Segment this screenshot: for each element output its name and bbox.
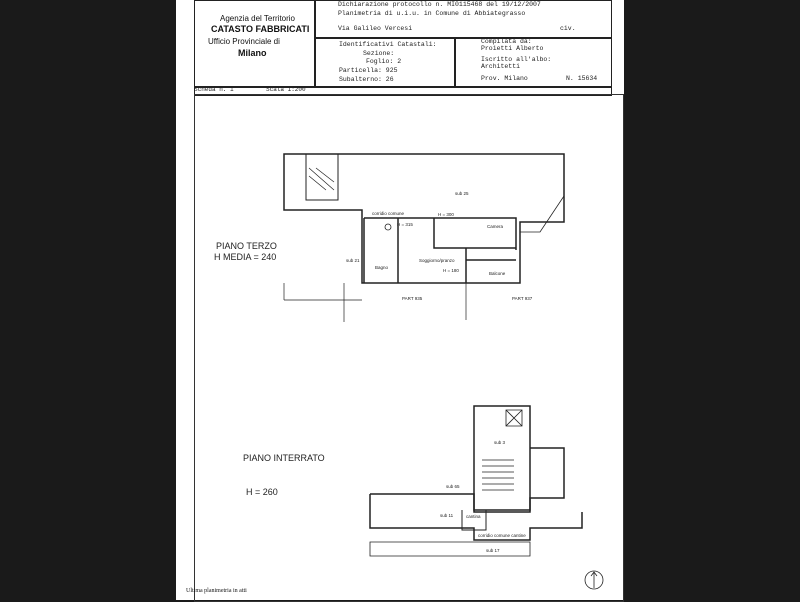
piano-interrato-height: H = 260	[246, 487, 278, 497]
label-cantina: cantina	[466, 514, 481, 519]
interrato-lift	[506, 410, 522, 426]
agency-line-1: Agenzia del Territorio	[220, 14, 296, 23]
footer-note: Ultima planimetria in atti	[186, 588, 247, 594]
label-sub21: sub 21	[346, 258, 360, 263]
protocol-text: Dichiarazione protocollo n. MI0115468 del 19/12/2007	[338, 1, 541, 8]
label-sub3: sub 3	[494, 440, 506, 445]
interrato-stairs	[482, 460, 514, 490]
sezione-text: Sezione:	[363, 50, 395, 57]
piano-terzo-title: PIANO TERZO	[216, 241, 277, 251]
planimetria-text: Planimetria di u.i.u. in Comune di Abbiategrasso	[338, 10, 526, 17]
subalterno-text: Subalterno: 26	[339, 76, 394, 83]
label-camera: Camera	[487, 224, 504, 229]
label-balcone: Balcone	[489, 271, 506, 276]
piano-terzo-height: H MEDIA = 240	[214, 252, 277, 262]
label-h300: H = 300	[438, 212, 454, 217]
label-sub11: sub 11	[440, 513, 454, 518]
agency-line-2: CATASTO FABBRICATI	[211, 24, 310, 34]
foglio-text: Foglio: 2	[366, 58, 402, 65]
label-corridoio-cantine: corridio comune cantine	[478, 533, 526, 538]
particella-text: Particella: 925	[339, 67, 398, 74]
terzo-terrace	[520, 154, 564, 232]
compiler-name: Proietti Alberto	[481, 45, 544, 52]
terzo-lower-lines	[284, 283, 466, 322]
interrato-lower-strip	[370, 542, 530, 556]
floor-plans-drawing	[176, 0, 624, 600]
terzo-stair-block	[306, 154, 338, 200]
interrato-cantina	[462, 510, 486, 530]
label-corridoio: corridio comune	[372, 211, 405, 216]
prov-text: Prov. Milano	[481, 75, 528, 82]
interrato-stair-core	[474, 406, 530, 510]
agency-line-4: Milano	[238, 48, 267, 58]
piano-interrato-title: PIANO INTERRATO	[243, 453, 325, 463]
label-h180: H = 180	[443, 268, 459, 273]
num-text: N. 15634	[566, 75, 598, 82]
label-h315: H = 315	[397, 222, 413, 227]
label-sub65: sub 65	[446, 484, 460, 489]
albo-text: Architetti	[481, 63, 521, 70]
label-part937: PART 937	[512, 296, 533, 301]
label-bagno: Bagno	[375, 265, 389, 270]
scheda-label: Scheda n. 1	[194, 86, 234, 93]
civ-text: civ.	[560, 25, 576, 32]
terzo-fixture	[385, 224, 391, 230]
label-soggiorno: Soggiorno/pranzo	[419, 258, 455, 263]
iscritto-text: Iscritto all'albo:	[481, 56, 552, 63]
scale-label: Scala 1:200	[266, 86, 306, 93]
ident-title: Identificativi Catastali:	[339, 41, 437, 48]
label-sub17: sub 17	[486, 548, 500, 553]
address-text: Via Galileo Vercesi	[338, 25, 413, 32]
label-sub25: sub 25	[455, 191, 469, 196]
interrato-corridor	[370, 448, 582, 540]
cadastral-sheet	[176, 0, 624, 600]
compilata-text: Compilata da:	[481, 38, 532, 45]
terzo-stair-hatch	[309, 168, 334, 190]
north-arrow-icon	[585, 571, 603, 589]
agency-line-3: Ufficio Provinciale di	[208, 37, 280, 46]
label-part935: PART 935	[402, 296, 423, 301]
